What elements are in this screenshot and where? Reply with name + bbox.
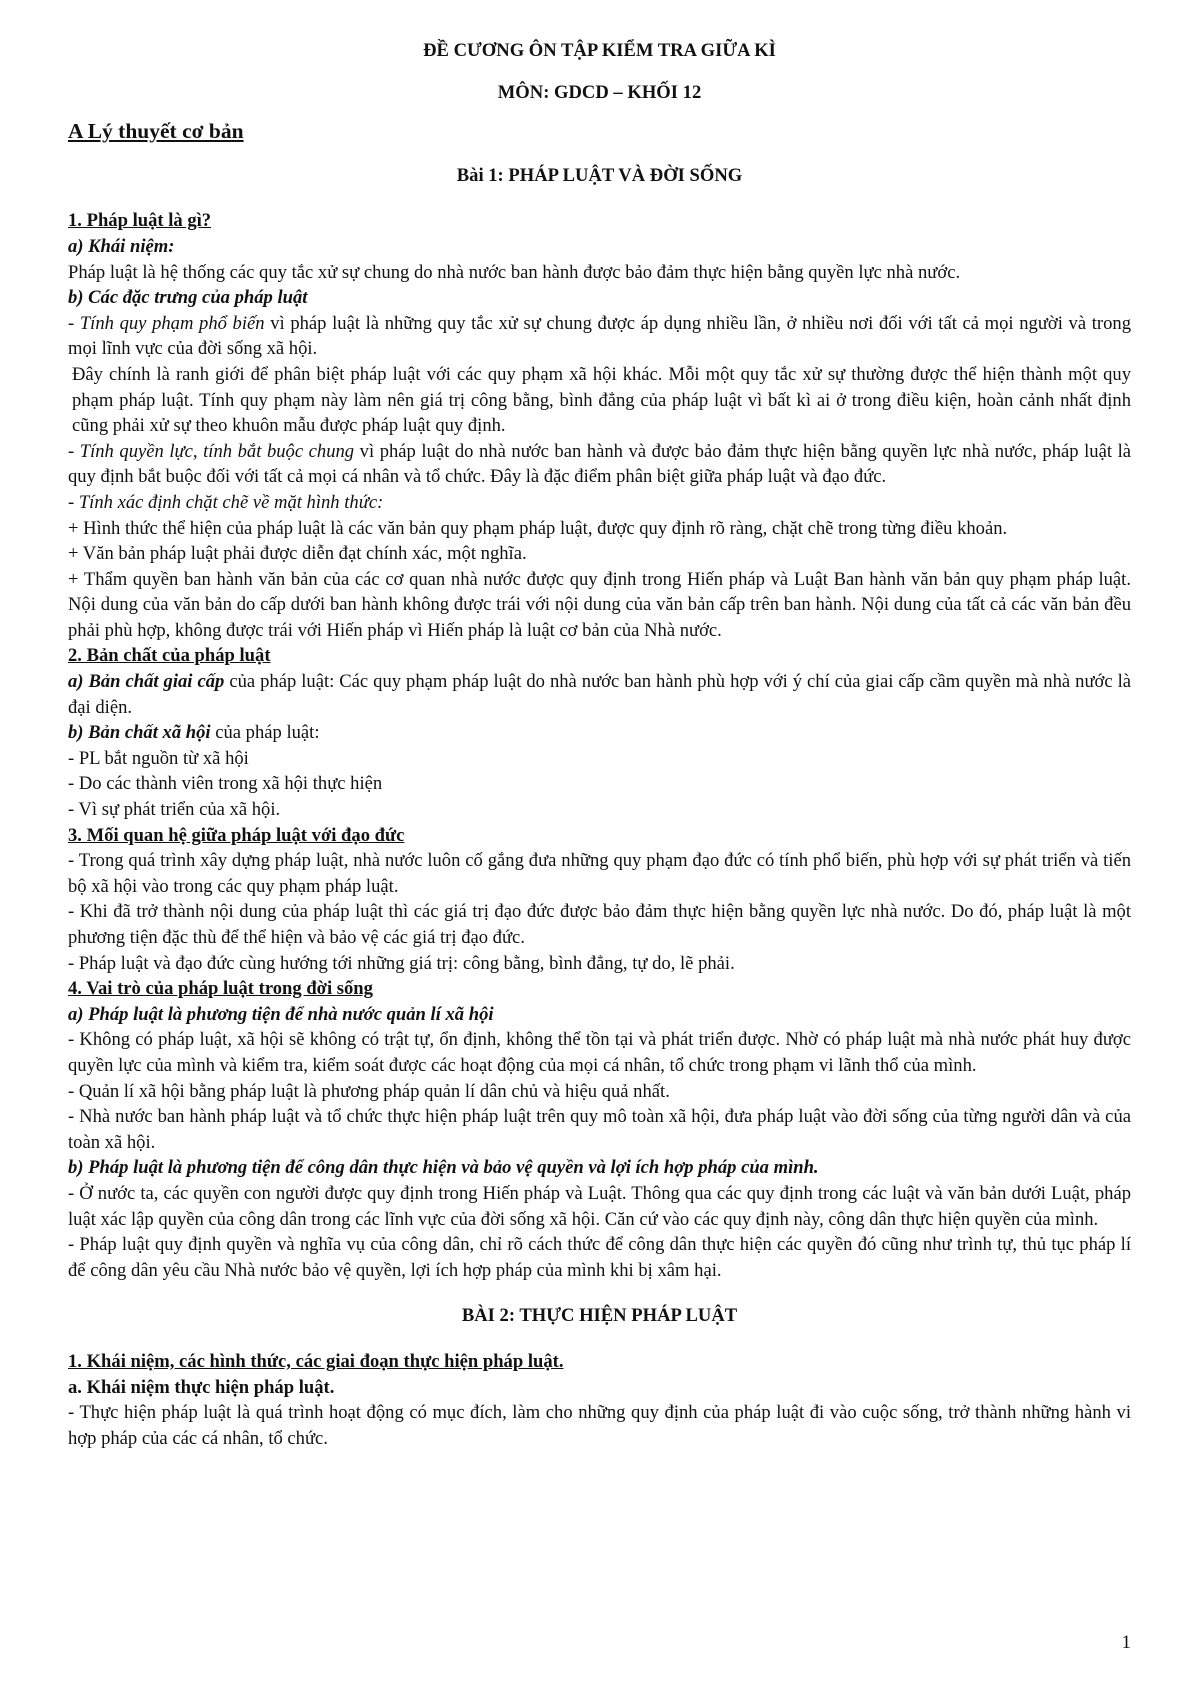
lesson1-s3-p2: - Khi đã trở thành nội dung của pháp luật thì các giá trị đạo đức được bảo đảm thực hiện bằng quyền lực nhà nước. Do đó, pháp luật là một phương tiện đặc thù để thể hiện và bảo vệ các giá trị đạo đức. bbox=[68, 901, 1131, 948]
lesson2-a-heading: a. Khái niệm thực hiện pháp luật. bbox=[68, 1376, 335, 1398]
lesson1-s4-a-heading: a) Pháp luật là phương tiện để nhà nước quản lí xã hội bbox=[68, 1003, 494, 1025]
lesson1-s4-heading: 4. Vai trò của pháp luật trong đời sống bbox=[68, 978, 373, 1000]
lesson1-title: Bài 1: PHÁP LUẬT VÀ ĐỜI SỐNG bbox=[456, 164, 743, 186]
part-a-heading: A Lý thuyết cơ bản bbox=[68, 119, 244, 144]
lesson2-s1-heading: 1. Khái niệm, các hình thức, các giai đoạn thực hiện pháp luật. bbox=[68, 1350, 564, 1372]
lesson1-s1-a-text: Pháp luật là hệ thống các quy tắc xử sự chung do nhà nước ban hành được bảo đảm thực hiện bằng quyền lực nhà nước. bbox=[68, 261, 961, 283]
lesson1-s4-a-p1: - Không có pháp luật, xã hội sẽ không có trật tự, ổn định, không thể tồn tại và phát triển được. Nhờ có pháp luật mà nhà nước phát huy được quyền lực của mình và kiểm tra, kiểm soát được các hoạt động của mọi cá nhân, tổ chức trong phạm vi lãnh thổ của mình. bbox=[68, 1029, 1131, 1076]
lesson1-s3-p1: - Trong quá trình xây dựng pháp luật, nhà nước luôn cố gắng đưa những quy phạm đạo đức có tính phổ biến, phù hợp với sự phát triển và tiến bộ xã hội vào trong các quy phạm pháp luật. bbox=[68, 850, 1131, 897]
list-item: - PL bắt nguồn từ xã hội bbox=[68, 747, 249, 769]
lesson1-s4-b-heading: b) Pháp luật là phương tiện để công dân thực hiện và bảo vệ quyền và lợi ích hợp pháp của mình. bbox=[68, 1157, 819, 1179]
social-nature-label: b) Bản chất xã hội bbox=[68, 722, 211, 744]
trait1-text: vì pháp luật là những quy tắc xử sự chung được áp dụng nhiều lần, ở nhiều nơi đối với tất cả mọi người và trong mọi lĩnh vực của đời sống xã hội. bbox=[68, 312, 1131, 360]
lesson1-s4-a-p3: - Nhà nước ban hành pháp luật và tổ chức thực hiện pháp luật trên quy mô toàn xã hội, đưa pháp luật vào đời sống của từng người dân và của toàn xã hội. bbox=[68, 1106, 1131, 1153]
class-nature-text: của pháp luật: Các quy phạm pháp luật do nhà nước ban hành phù hợp với ý chí của giai cấp cầm quyền mà nhà nước là đại diện. bbox=[68, 671, 1132, 718]
lesson1-s1-b-heading: b) Các đặc trưng của pháp luật bbox=[68, 287, 308, 309]
class-nature-label: a) Bản chất giai cấp bbox=[68, 671, 225, 693]
trait3-point1: + Hình thức thể hiện của pháp luật là các văn bản quy phạm pháp luật, được quy định rõ ràng, chặt chẽ trong từng điều khoản. bbox=[68, 517, 1008, 539]
trait2-label: - Tính quyền lực, tính bắt buộc chung bbox=[68, 440, 355, 462]
document-content bbox=[68, 38, 1131, 1451]
list-item: - Do các thành viên trong xã hội thực hiện bbox=[68, 773, 383, 795]
trait3-label: - Tính xác định chặt chẽ về mặt hình thức: bbox=[68, 491, 384, 513]
lesson1-s4-a-p2: - Quản lí xã hội bằng pháp luật là phương pháp quản lí dân chủ và hiệu quả nhất. bbox=[68, 1080, 670, 1102]
trait3-point3: + Thẩm quyền ban hành văn bản của các cơ quan nhà nước được quy định trong Hiến pháp và Luật Ban hành văn bản quy phạm pháp luật. Nội dung của văn bản do cấp dưới ban hành không được trái với nội dung của văn bản cấp trên ban hành. Nội dung của tất cả các văn bản đều phải phù hợp, không được trái với Hiến pháp vì Hiến pháp là luật cơ bản của Nhà nước. bbox=[68, 568, 1131, 641]
lesson1-s4-b-p2: - Pháp luật quy định quyền và nghĩa vụ của công dân, chỉ rõ cách thức để công dân thực hiện các quyền đó cũng như trình tự, thủ tục pháp lí để công dân yêu cầu Nhà nước bảo vệ quyền, lợi ích hợp pháp của mình khi bị xâm hại. bbox=[68, 1234, 1131, 1281]
trait1-label: - Tính quy phạm phổ biến bbox=[68, 312, 265, 334]
page-number: 1 bbox=[1121, 1632, 1131, 1653]
social-nature-paragraph bbox=[68, 720, 1131, 746]
lesson2-a-text: - Thực hiện pháp luật là quá trình hoạt động có mục đích, làm cho những quy định của pháp luật đi vào cuộc sống, trở thành những hành vi hợp pháp của các cá nhân, tổ chức. bbox=[68, 1402, 1131, 1449]
document-title: ĐỀ CƯƠNG ÔN TẬP KIỂM TRA GIỮA KÌ bbox=[423, 40, 776, 61]
lesson1-s4-b-p1: - Ở nước ta, các quyền con người được quy định trong Hiến pháp và Luật. Thông qua các quy định trong các luật và văn bản dưới Luật, pháp luật xác lập quyền của công dân trong các lĩnh vực của đời sống xã hội. Căn cứ vào các quy định này, công dân thực hiện quyền của mình. bbox=[68, 1182, 1131, 1230]
trait3-point2: + Văn bản pháp luật phải được diễn đạt chính xác, một nghĩa. bbox=[68, 543, 527, 565]
lesson2-title: BÀI 2: THỰC HIỆN PHÁP LUẬT bbox=[461, 1305, 738, 1327]
lesson1-s3-heading: 3. Mối quan hệ giữa pháp luật với đạo đức bbox=[68, 824, 405, 846]
social-nature-text: của pháp luật: bbox=[210, 722, 320, 744]
lesson1-s1-heading: 1. Pháp luật là gì? bbox=[68, 210, 212, 232]
class-nature-paragraph bbox=[68, 669, 1131, 720]
trait2-text: vì pháp luật do nhà nước ban hành và được bảo đảm thực hiện bằng quyền lực nhà nước, pháp luật là quy định bắt buộc đối với tất cả mọi cá nhân và tổ chức. Đây là đặc điểm phân biệt giữa pháp luật và đạo đức. bbox=[68, 440, 1131, 488]
lesson1-s2-heading: 2. Bản chất của pháp luật bbox=[68, 645, 271, 667]
trait1-paragraph bbox=[68, 311, 1131, 362]
trait1-more: Đây chính là ranh giới để phân biệt pháp luật với các quy phạm xã hội khác. Mỗi một quy tắc xử sự thường được thể hiện thành một quy phạm pháp luật. Tính quy phạm này làm nên giá trị công bằng, bình đẳng của pháp luật vì bất kì ai ở trong điều kiện, hoàn cảnh nhất định cũng phải xử sự theo khuôn mẫu được pháp luật quy định. bbox=[72, 363, 1131, 437]
lesson1-s3-p3: - Pháp luật và đạo đức cùng hướng tới những giá trị: công bằng, bình đẳng, tự do, lẽ phải. bbox=[68, 952, 735, 974]
document-subtitle: MÔN: GDCD – KHỐI 12 bbox=[497, 81, 702, 103]
list-item: - Vì sự phát triển của xã hội. bbox=[68, 799, 281, 821]
trait2-paragraph bbox=[68, 439, 1131, 490]
lesson1-s1-a-heading: a) Khái niệm: bbox=[68, 235, 175, 257]
